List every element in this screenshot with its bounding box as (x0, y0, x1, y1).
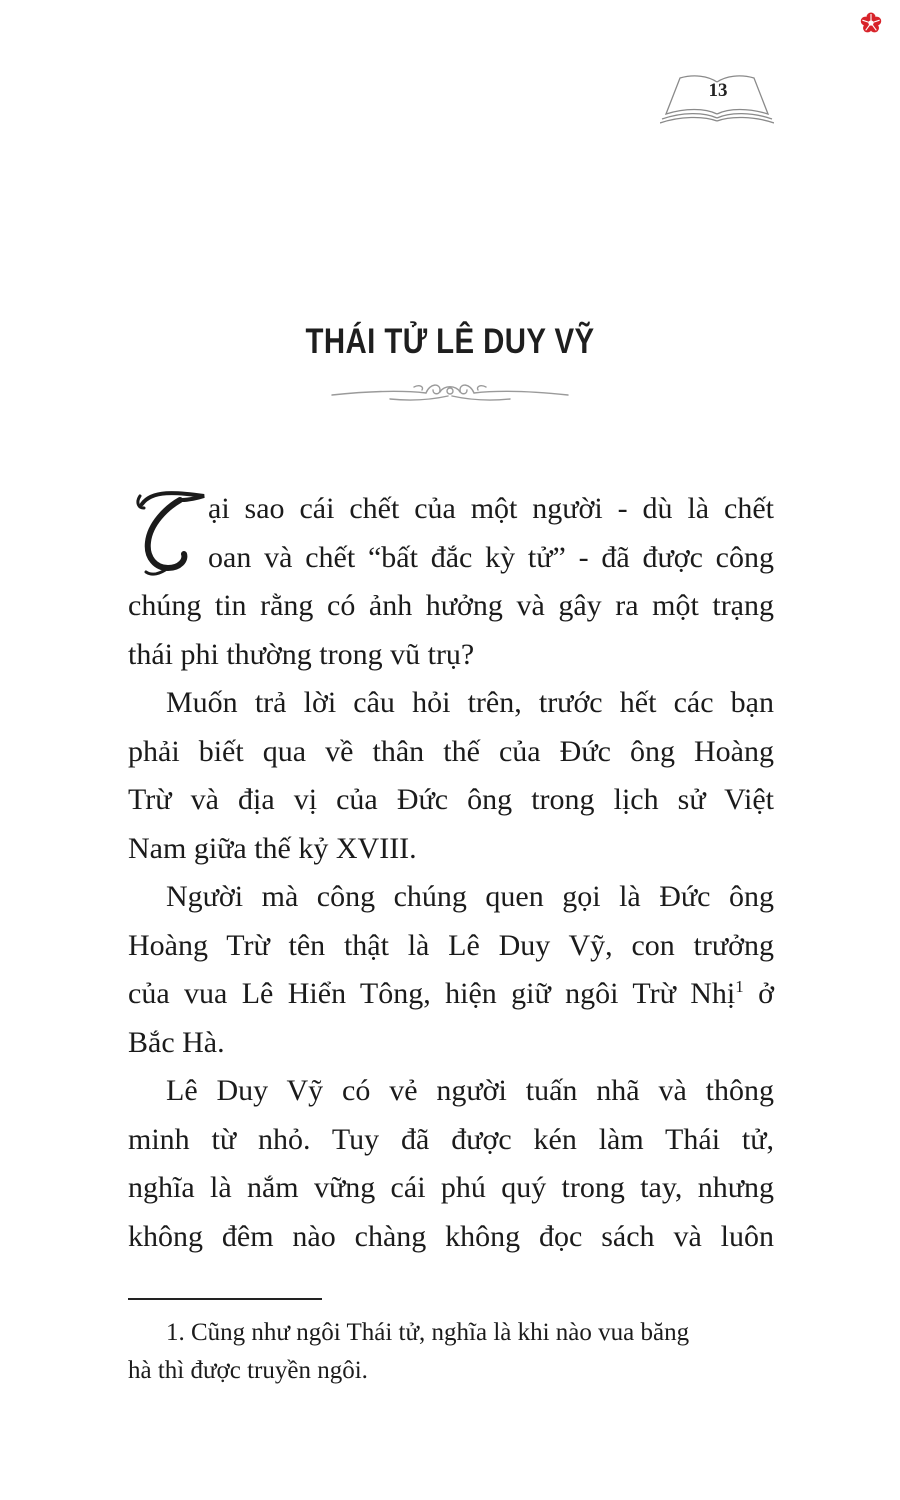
footnote-divider (128, 1298, 322, 1300)
text-line: không đêm nào chàng không đọc sách và luôn (128, 1219, 774, 1253)
text-line: Nam giữa thế kỷ XVIII. (128, 831, 417, 865)
text-line: minh từ nhỏ. Tuy đã được kén làm Thái tử, (128, 1122, 774, 1156)
text-line: nghĩa là nắm vững cái phú quý trong tay, nhưng (128, 1171, 774, 1204)
corner-flower-icon (858, 10, 884, 36)
footnote-ref[interactable]: 1 (735, 977, 744, 996)
text-line: chúng tin rằng có ảnh hưởng và gây ra một trạng (128, 589, 774, 622)
footnote (128, 1314, 774, 1390)
paragraph-1 (128, 485, 774, 679)
text-line: thái phi thường trong vũ trụ? (128, 637, 475, 671)
chapter-title: THÁI TỬ LÊ DUY VỸ (305, 322, 595, 361)
text-line: Người mà công chúng quen gọi là Đức ông (166, 880, 774, 913)
drop-cap-letter: T (128, 484, 129, 485)
text-line: Hoàng Trừ tên thật là Lê Duy Vỹ, con trưởng (128, 928, 774, 962)
footnote-line: hà thì được truyền ngôi. (128, 1357, 368, 1384)
paragraph-2 (128, 679, 774, 873)
title-ornament-flourish (330, 375, 570, 405)
text-line: oan và chết “bất đắc kỳ tử” - đã được công (208, 540, 774, 574)
paragraph-3 (128, 873, 774, 1067)
text-line: Trừ và địa vị của Đức ông trong lịch sử Việt (128, 783, 774, 816)
text-segment: ở (743, 977, 774, 1010)
footnote-line: 1. Cũng như ngôi Thái tử, nghĩa là khi nào vua băng (166, 1319, 690, 1346)
page-number: 13 (708, 80, 728, 101)
text-line: ại sao cái chết của một người - dù là chết (208, 492, 774, 525)
text-line-with-footnote (128, 970, 774, 1019)
paragraph-4 (128, 1067, 774, 1261)
text-line: Bắc Hà. (128, 1025, 225, 1059)
text-segment: của vua Lê Hiển Tông, hiện giữ ngôi Trừ Nhị (128, 977, 736, 1010)
text-line: phải biết qua về thân thế của Đức ông Hoàng (128, 734, 774, 768)
text-line: Lê Duy Vỹ có vẻ người tuấn nhã và thông (166, 1074, 774, 1107)
text-line: Muốn trả lời câu hỏi trên, trước hết các bạn (166, 686, 774, 719)
